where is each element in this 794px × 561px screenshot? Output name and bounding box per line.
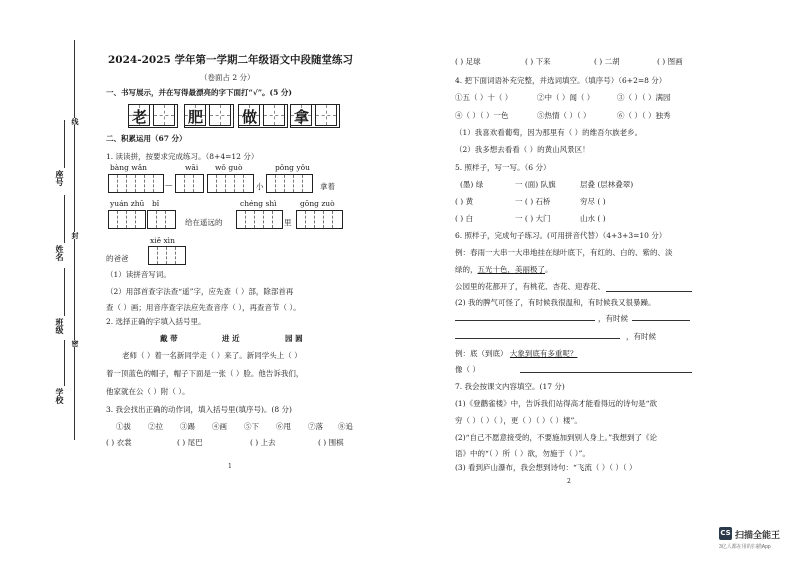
mark-fold: 封 <box>71 232 80 239</box>
char-box-3 <box>238 104 288 128</box>
page-number-2: 2 <box>567 478 571 485</box>
char-box-1 <box>128 104 178 128</box>
q3-item-2: ( ) 尾巴 <box>177 438 203 447</box>
r0-item-3: ( ) 二胡 <box>594 57 620 66</box>
r0-item-2: ( ) 下来 <box>525 57 551 66</box>
q6-b-blank-1[interactable] <box>455 320 595 321</box>
pinyin-3: wǒ guò <box>215 163 243 172</box>
q3-opt-1: ①拔 <box>116 422 131 431</box>
watermark-sub: 3亿人都在用的扫描App <box>719 544 771 550</box>
char-box-2 <box>184 104 234 128</box>
text-far-away: 给在遥远的 <box>185 218 223 227</box>
seat-label: 座号 <box>55 170 65 186</box>
q6-a: 公园里的花都开了，有桃花、杏花、迎春花、 <box>455 282 605 291</box>
page-title: 2024-2025 学年第一学期二年级语文中段随堂练习 <box>108 54 353 66</box>
class-blank <box>64 268 65 316</box>
q2-prompt: 2. 选择正确的字填入括号里。 <box>106 317 206 326</box>
q3-opt-6: ⑥甩 <box>276 422 291 431</box>
q5-ex-3: 层叠 (层林叠翠) <box>580 180 634 189</box>
char-box-4 <box>290 104 340 128</box>
pinyin-8: gōng zuò <box>300 199 335 208</box>
answer-grid-6[interactable] <box>147 210 176 229</box>
answer-grid-8[interactable] <box>296 210 343 229</box>
q6-example-1: 例：春雨一大串一大串地挂在绿叶底下，有红的、白的、紫的、淡 <box>455 248 673 257</box>
q6-e: 像（ ） <box>455 365 480 374</box>
page-subtitle: （卷面占 2 分） <box>200 73 255 82</box>
q6-example-2-underlined: 五光十色，美丽极了 <box>477 265 545 274</box>
q4-sub-1: （1）我喜欢看葡萄，因为那里有（ ）的维吾尔族老乡。 <box>455 128 643 137</box>
pinyin-2: wāi <box>185 163 199 172</box>
name-blank <box>64 195 65 243</box>
q7-prompt: 7. 我会按课文内容填空。(17 分) <box>455 382 565 391</box>
q3-opt-8: ⑧追 <box>338 422 353 431</box>
q2-line-c: 他家就在公（ ）附（ ）。 <box>106 387 190 396</box>
q6-prompt: 6. 照样子，完成句子练习。(可用拼音代替）（4+3+3=10 分） <box>455 231 667 240</box>
answer-grid-4[interactable] <box>266 174 313 193</box>
answer-grid-7[interactable] <box>236 210 283 229</box>
q3-opt-5: ⑤下 <box>244 422 259 431</box>
pinyin-6: bǐ <box>152 199 160 208</box>
text-dad: 的爸爸 <box>106 254 129 263</box>
q3-opt-3: ③踢 <box>180 422 195 431</box>
answer-grid-9[interactable] <box>148 246 186 265</box>
class-label: 班级 <box>55 318 65 334</box>
answer-grid-1[interactable] <box>108 174 164 193</box>
char-1: 老 <box>132 108 148 126</box>
q6-b-blank-3[interactable] <box>455 338 620 339</box>
q5-r2-1: ( ) 白 <box>455 214 474 223</box>
pinyin-4: pǒng yǒu <box>275 163 310 172</box>
name-label: 姓名 <box>55 245 65 261</box>
q6-c: ，有时候 <box>598 314 628 323</box>
pinyin-7: chéng shì <box>240 199 277 208</box>
q6-d <box>455 348 577 359</box>
q7-1b: 穷（ ）（ ）（ ），更（ ）（ ）（ ）楼”。 <box>455 416 582 425</box>
q4-item-5: ⑤热情（ ）（ ） <box>537 111 591 120</box>
q4-item-4: ④（ ）（ ）一色 <box>455 111 509 120</box>
q2-opt-2: 进 近 <box>222 334 240 343</box>
char-4: 拿 <box>294 108 310 126</box>
q5-r1-3: 穷尽 ( ) <box>580 197 606 206</box>
q1-2a: （2）用部首查字法查“遥”字，应先查（ ）部，除部首再 <box>106 287 294 296</box>
q5-ex-1: (墨) 绿 <box>460 180 484 189</box>
dash: — <box>165 180 173 189</box>
q4-item-2: ②中（ ）闻（ ） <box>537 93 595 102</box>
q6-d-text: 例：底（到底） <box>455 349 508 358</box>
q4-item-1: ①五（ ）十（ ） <box>455 93 513 102</box>
q5-prompt: 5. 照样子，写一写。（6 分） <box>455 163 551 172</box>
q6-a-blank[interactable] <box>606 291 692 292</box>
q1-prompt: 1. 读读拼，按要求完成练习。（8+4=12 分） <box>106 152 259 161</box>
text-small: 小 <box>256 182 264 191</box>
q5-r2-3: 山水 ( ) <box>580 214 606 223</box>
q6-example-2 <box>455 264 553 275</box>
q5-ex-2: 一 (面) 队旗 <box>515 180 556 189</box>
q1-2b: 查（ ）画；用音序查字法应先查音序（ ），再查音节（ ）。 <box>106 303 301 312</box>
q7-1: (1)《登鹳雀楼》中，告诉我们站得高才能看得远的诗句是“欲 <box>455 399 657 408</box>
q6-example-2-end: 。 <box>545 265 553 274</box>
q6-c2: ，有时候 <box>626 332 656 341</box>
section-1-heading: 一、书写展示，并在写得最漂亮的字下面打“√”。(5 分) <box>106 88 292 97</box>
q6-e-blank[interactable] <box>520 372 692 373</box>
q2-line-a: 老师（ ）着一名新同学走（ ）来了。新同学头上（ ） <box>122 351 302 360</box>
q4-item-3: ③（ ）（ ）满园 <box>617 93 671 102</box>
q3-item-3: ( ) 上去 <box>250 438 276 447</box>
section-2-heading: 二、积累运用（67 分） <box>106 134 187 143</box>
answer-grid-2[interactable] <box>175 174 204 193</box>
q5-r1-2: 一 ( ) 石桥 <box>515 197 551 206</box>
page-number-1: 1 <box>228 463 232 470</box>
q7-2: (2)“自己不愿意接受的，不要施加到别人身上。”我想到了《论 <box>455 433 658 442</box>
pinyin-5: yuán zhū <box>110 199 145 208</box>
school-blank <box>64 340 65 386</box>
mark-line: 线 <box>71 118 80 125</box>
q7-3: (3) 看到庐山瀑布，我会想到诗句：“飞流（ ）（ ）（ ） <box>455 463 637 472</box>
text-holding: 拿着 <box>320 182 335 191</box>
q3-item-4: ( ) 围棋 <box>318 438 344 447</box>
pinyin-9: xiě xìn <box>150 236 175 245</box>
q3-prompt: 3. 我会找出正确的动作词，填入括号里(填序号)。(8 分) <box>106 405 292 414</box>
q5-r1-1: ( ) 黄 <box>455 197 474 206</box>
q6-b-blank-2[interactable] <box>632 320 690 321</box>
q2-opt-3: 园 圆 <box>285 334 303 343</box>
q4-prompt: 4. 把下面词语补充完整，并选词填空。（填序号）（6+2=8 分） <box>455 76 667 85</box>
char-3: 做 <box>242 108 258 126</box>
camscanner-logo: CS <box>719 527 732 540</box>
q3-opt-7: ⑦落 <box>308 422 323 431</box>
pinyin-1: bàng wǎn <box>110 163 148 172</box>
watermark-name: 扫描全能王 <box>735 530 781 540</box>
seat-blank <box>64 120 65 168</box>
q3-item-1: ( ) 衣裳 <box>106 438 132 447</box>
q3-opt-2: ②拉 <box>148 422 163 431</box>
q2-line-b: 着一顶蓝色的帽子，帽子下面是一张（ ）脸。他告诉我们， <box>106 369 304 378</box>
answer-grid-3[interactable] <box>207 174 254 193</box>
q6-example-2-text: 绿的， <box>455 265 478 274</box>
school-label: 学校 <box>55 388 65 404</box>
text-inside: 里 <box>284 218 292 227</box>
q6-d-underlined: 大象到底有多重呢？ <box>509 349 578 358</box>
char-2: 肥 <box>188 108 204 126</box>
r0-item-4: ( ) 图画 <box>657 57 683 66</box>
q6-b1: (2) 我的脾气可怪了，有时候我很温和，有时候我又很暴躁。 <box>455 298 656 307</box>
q7-2b: 语》中的“（ ）所（ ）欲，勿施于（ ）”。 <box>455 449 590 458</box>
q4-sub-2: （2）我多想去看看（ ）的黄山风景区！ <box>455 145 590 154</box>
q2-opt-1: 戴 带 <box>160 334 178 343</box>
q4-item-6: ⑥（ ）（ ）独秀 <box>617 111 671 120</box>
q3-opt-4: ④画 <box>212 422 227 431</box>
q1-1: （1）读拼音写词。 <box>106 270 171 279</box>
binding-line <box>74 40 75 440</box>
r0-item-1: ( ) 足球 <box>455 57 481 66</box>
q5-r2-2: 一 ( ) 大门 <box>515 214 551 223</box>
mark-seal: 密 <box>71 340 80 347</box>
answer-grid-5[interactable] <box>108 210 146 229</box>
